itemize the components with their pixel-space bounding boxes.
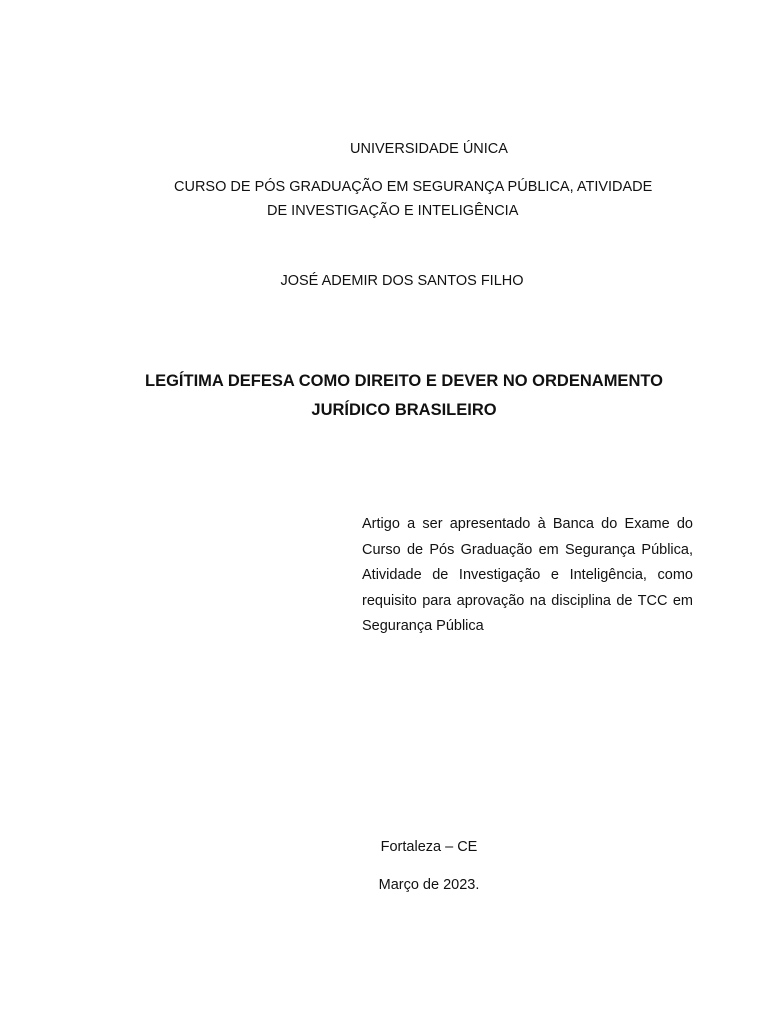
author-name: JOSÉ ADEMIR DOS SANTOS FILHO (280, 273, 524, 289)
city: Fortaleza – CE (380, 839, 478, 855)
document-title-line-2: JURÍDICO BRASILEIRO (311, 401, 497, 419)
university-name: UNIVERSIDADE ÚNICA (350, 141, 508, 157)
date: Março de 2023. (378, 877, 480, 893)
document-title-line-1: LEGÍTIMA DEFESA COMO DIREITO E DEVER NO ORDENAMENTO (145, 372, 663, 390)
course-name-line-2: DE INVESTIGAÇÃO E INTELIGÊNCIA (267, 203, 519, 219)
abstract-paragraph: Artigo a ser apresentado à Banca do Exame do Curso de Pós Graduação em Segurança Pública, Atividade de Investigação e Inteligência, como requisito para aprovação na disciplina de TCC em Segurança Pública (362, 516, 693, 634)
course-name-line-1: CURSO DE PÓS GRADUAÇÃO EM SEGURANÇA PÚBLICA, ATIVIDADE (174, 179, 653, 195)
